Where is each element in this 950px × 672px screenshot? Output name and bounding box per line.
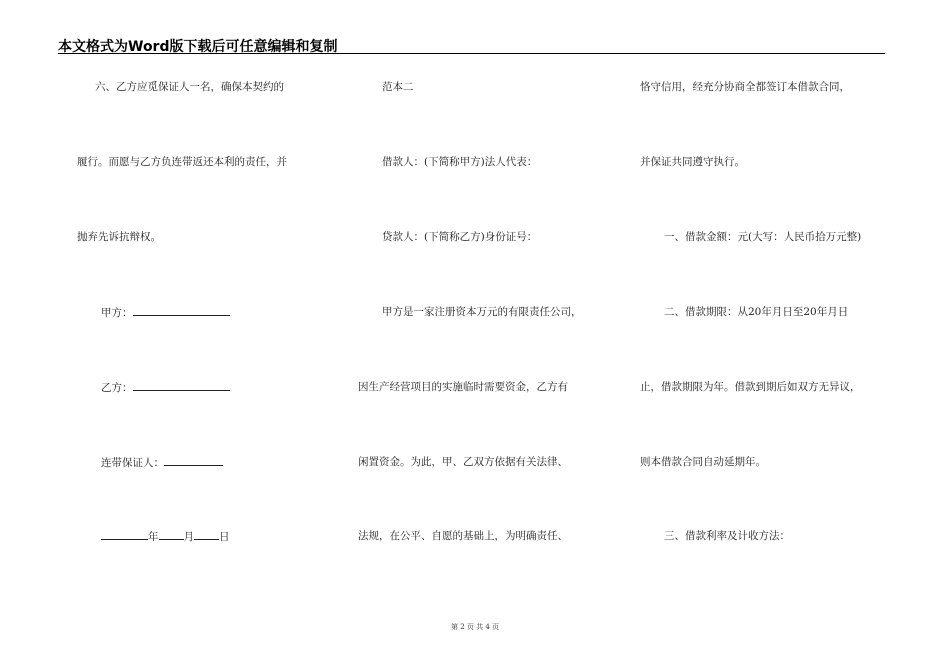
- signature-date-line: [101, 529, 230, 544]
- col1-line-1: 六、乙方应觅保证人一名，确保本契约的: [95, 81, 284, 93]
- col1-line-3: 抛弃先诉抗辩权。: [77, 231, 161, 243]
- day-label: 日: [219, 531, 230, 543]
- col3-line-1: 恪守信用，经充分协商全都签订本借款合同，: [640, 81, 850, 93]
- party-a-label: 甲方：: [101, 307, 133, 319]
- page-number-footer: 第 2 页 共 4 页: [450, 623, 500, 631]
- party-b-label: 乙方：: [101, 382, 133, 394]
- col1-line-2: 履行。而愿与乙方负连带返还本利的责任，并: [77, 156, 287, 168]
- month-label: 月: [183, 531, 194, 543]
- guarantor-blank: [164, 455, 223, 466]
- col2-line-5: 因生产经营项目的实施临时需要资金，乙方有: [358, 381, 568, 393]
- party-b-signature-line: [101, 380, 230, 395]
- col3-line-4: 二、借款期限：从20年月日至20年月日: [664, 306, 849, 318]
- col3-line-5: 止，借款期限为年。借款到期后如双方无异议，: [640, 381, 861, 393]
- col2-line-4: 甲方是一家注册资本万元的有限责任公司，: [382, 306, 582, 318]
- document-header-title: 本文格式为Word版下载后可任意编辑和复制: [58, 39, 338, 55]
- party-a-blank: [133, 305, 230, 316]
- year-blank: [101, 529, 148, 540]
- party-b-blank: [133, 380, 230, 391]
- col2-line-2: 借款人：(下简称甲方)法人代表：: [382, 156, 538, 168]
- col2-line-6: 闲置资金。为此，甲、乙双方依据有关法律、: [358, 456, 568, 468]
- month-blank: [159, 529, 184, 540]
- party-a-signature-line: [101, 305, 230, 320]
- col2-line-3: 贷款人：(下简称乙方)身份证号：: [382, 231, 538, 243]
- col3-line-6: 则本借款合同自动延期年。: [640, 456, 766, 468]
- col2-line-7: 法规，在公平、自愿的基础上，为明确责任、: [358, 530, 568, 542]
- year-label: 年: [148, 531, 159, 543]
- guarantor-label: 连带保证人：: [101, 457, 164, 469]
- col3-line-2: 并保证共同遵守执行。: [640, 156, 745, 168]
- col3-line-7: 三、借款利率及计收方法：: [664, 530, 790, 542]
- header-divider: [58, 53, 885, 54]
- col2-line-1: 范本二: [382, 81, 414, 93]
- col3-line-3: 一、借款金额：元(大写：人民币拾万元整): [664, 231, 862, 243]
- guarantor-signature-line: [101, 455, 223, 470]
- day-blank: [194, 529, 219, 540]
